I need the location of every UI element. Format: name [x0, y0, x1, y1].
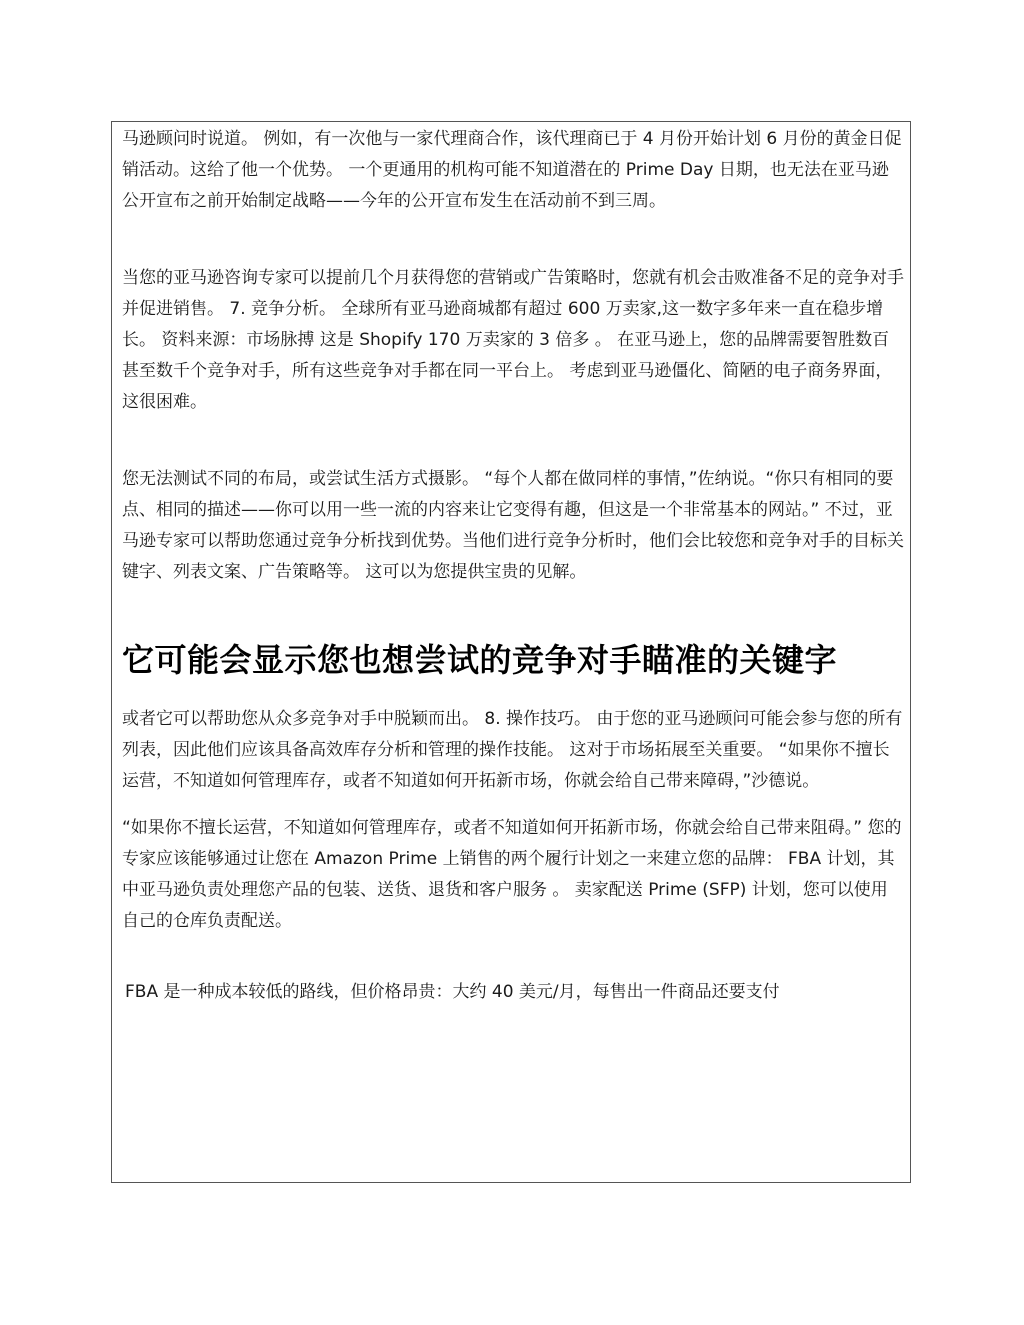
paragraph-spacer — [122, 217, 904, 263]
paragraph-layout-testing: 您无法测试不同的布局，或尝试生活方式摄影。 “每个人都在做同样的事情，”佐纳说。“你只有相同的要点、相同的描述——你可以用一些一流的内容来让它变得有趣，但这是一个非常基本的网站。” 不过，亚马逊专家可以帮助您通过竞争分析找到优势。当他们进行竞争分析时，他们会比较您和竞争对手的目标关键字、列表文案、广告策略等。 这可以为您提供宝贵的见解。 — [122, 469, 904, 582]
paragraph-consultant-example: 马逊顾问时说道。 例如，有一次他与一家代理商合作，该代理商已于 4 月份开始计划 6 月份的黄金日促销活动。这给了他一个优势。 一个更通用的机构可能不知道潜在的 Prime Day 日期，也无法在亚马逊公开宣布之前开始制定战略——今年的公开宣布发生在活动前不到三周。 — [122, 129, 902, 211]
paragraph-spacer — [122, 588, 904, 638]
section-heading: 它可能会显示您也想尝试的竞争对手瞄准的关键字 — [122, 641, 838, 679]
paragraph-operations-skills: 或者它可以帮助您从众多竞争对手中脱颖而出。 8. 操作技巧。 由于您的亚马逊顾问可能会参与您的所有列表，因此他们应该具备高效库存分析和管理的操作技能。 这对于市场拓展至关重要。 “如果你不擅长运营，不知道如何管理库存，或者不知道如何开拓新市场，你就会给自己带来障碍，”沙德说。 — [122, 709, 903, 791]
paragraph-fulfillment-programs: “如果你不擅长运营，不知道如何管理库存，或者不知道如何开拓新市场，你就会给自己带来阻碍。” 您的专家应该能够通过让您在 Amazon Prime 上销售的两个履行计划之一来建立您的品牌： FBA 计划，其中亚马逊负责处理您产品的包装、送货、退货和客户服务 。 卖家配送 Prime (SFP) 计划，您可以使用自己的仓库负责配送。 — [122, 818, 902, 931]
paragraph-spacer — [122, 682, 904, 704]
document-page — [111, 121, 911, 1183]
document-body — [122, 124, 904, 1008]
paragraph-fba-cost: FBA 是一种成本较低的路线，但价格昂贵：大约 40 美元/月，每售出一件商品还要支付 — [125, 982, 780, 1002]
paragraph-spacer — [122, 937, 904, 977]
paragraph-competitive-analysis: 当您的亚马逊咨询专家可以提前几个月获得您的营销或广告策略时，您就有机会击败准备不足的竞争对手并促进销售。 7. 竞争分析。 全球所有亚马逊商城都有超过 600 万卖家,这一数字多年来一直在稳步增长。 资料来源：市场脉搏 这是 Shopify 170 万卖家的 3 倍多 。 在亚马逊上，您的品牌需要智胜数百甚至数千个竞争对手，所有这些竞争对手都在同一平台上。 考虑到亚马逊僵化、简陋的电子商务界面，这很困难。 — [122, 268, 904, 412]
paragraph-spacer — [122, 797, 904, 813]
paragraph-spacer — [122, 418, 904, 464]
